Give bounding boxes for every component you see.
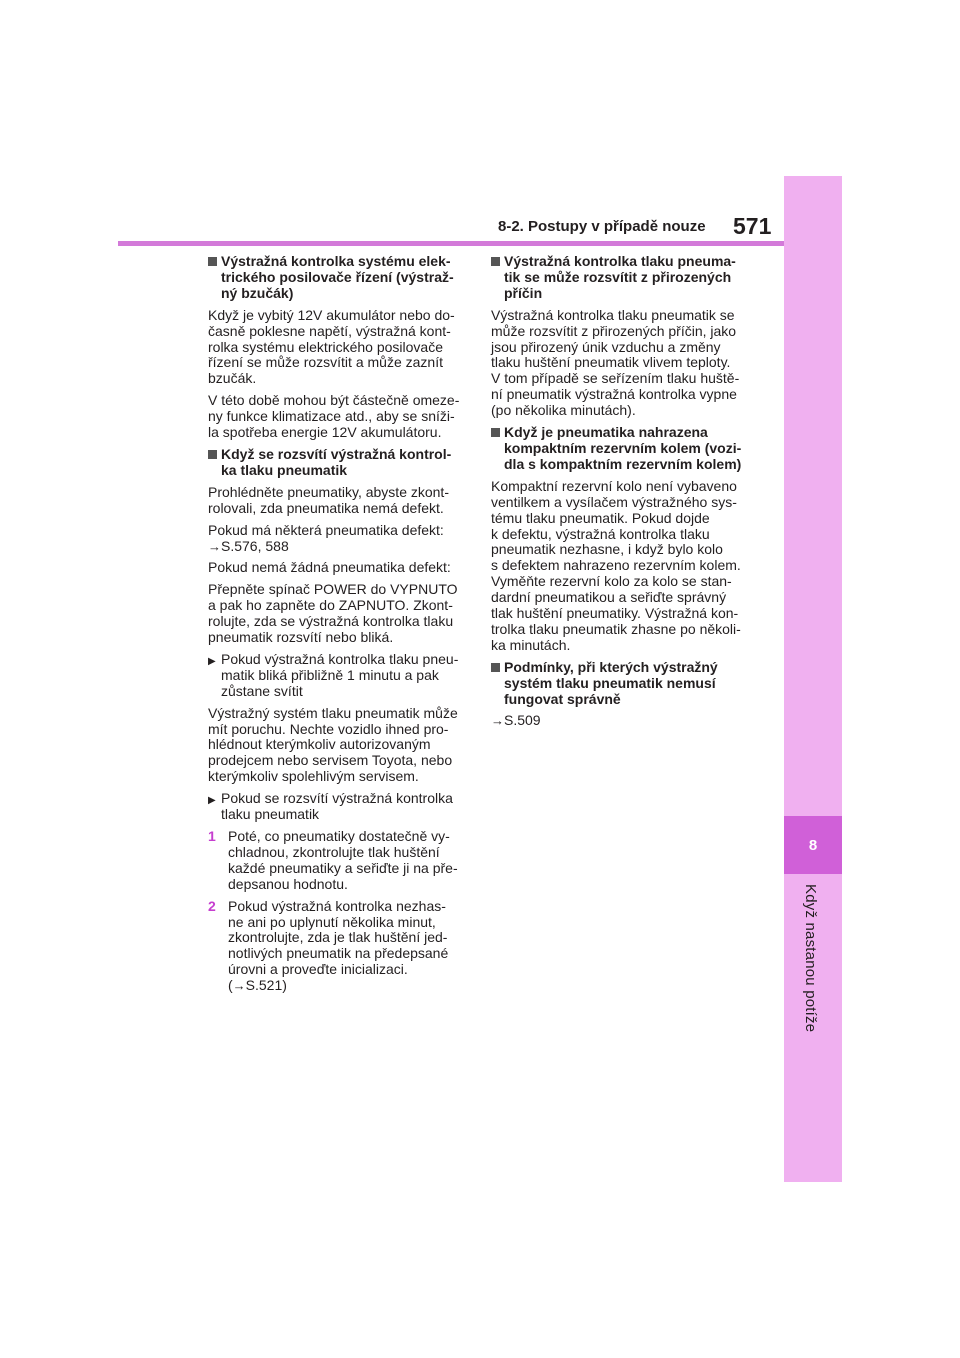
chapter-title: Když nastanou potíže: [802, 884, 819, 1033]
page-reference-link[interactable]: S.509: [504, 712, 541, 729]
chapter-number-box: 8: [784, 816, 842, 874]
paragraph-with-ref: [208, 523, 470, 555]
arrow-right-icon: →: [232, 978, 246, 994]
sub-condition-text: Pokud výstražná kontrolka tlaku pneu- matik bliká přibližně 1 minutu a pak zůstane svítit: [221, 650, 459, 699]
paragraph: V této době mohou být částečně omeze- ny funkce klimatizace atd., aby se sníži- la spotřeba energie 12V akumulátoru.: [208, 392, 460, 441]
step-number: 2: [208, 897, 216, 914]
step-number: 1: [208, 828, 216, 844]
header-rule: [118, 241, 784, 246]
step-item: [208, 899, 470, 994]
sub-condition: [208, 652, 470, 700]
left-column: [208, 254, 470, 1000]
right-column: [491, 254, 753, 735]
square-bullet-icon: [208, 447, 221, 479]
heading-natural-causes: [491, 254, 753, 302]
paragraph: Když je vybitý 12V akumulátor nebo do- časně poklesne napětí, výstražná kont- rolka systému elektrického posilovače řízení se může rozsvítit a může zaznít bzučák.: [208, 306, 455, 387]
step-item: [208, 829, 470, 893]
paragraph: Výstražný systém tlaku pneumatik může mít poruchu. Nechte vozidlo ihned pro- hlédnout kterýmkoliv autorizovaným prodejcem nebo servisem Toyota, nebo kterýmkoliv spolehlivým servisem.: [208, 704, 458, 785]
arrow-right-icon: →: [208, 538, 221, 554]
step-content: Pokud výstražná kontrolka nezhas- ne ani po uplynutí několika minut, zkontrolujte, zda je tlak huštění jed- notlivých pneumatik na předepsané úrovni a proveďte inicializaci. (→S.521): [228, 897, 449, 994]
heading-text: Když je pneumatika nahrazena kompaktním rezervním kolem (vozi- dla s kompaktním rezervním kolem): [504, 424, 742, 472]
heading-text: Podmínky, při kterých výstražný systém tlaku pneumatik nemusí fungovat správně: [504, 658, 718, 707]
page-number: 571: [733, 213, 772, 239]
heading-text: Výstražná kontrolka tlaku pneuma- tik se může rozsvítit z přirozených příčin: [504, 253, 736, 301]
square-bullet-icon: [208, 254, 221, 302]
square-bullet-icon: [491, 660, 504, 708]
header-section-title: 8-2. Postupy v případě nouze: [498, 218, 706, 235]
page-reference-link[interactable]: S.576, 588: [221, 537, 289, 554]
heading-tire-pressure-warning: [208, 447, 470, 479]
paragraph: Výstražná kontrolka tlaku pneumatik se může rozsvítit z přirozených příčin, jako jsou přirozený únik vzduchu a změny tlaku huštění pneumatik vlivem teploty. V tom případě se seřízením tlaku huště- ní pneumatik výstražná kontrolka vypne (po několika minutách).: [491, 306, 740, 419]
square-bullet-icon: [491, 254, 504, 302]
arrow-right-icon: →: [491, 713, 504, 729]
triangle-bullet-icon: ▶: [208, 795, 216, 807]
paragraph: Přepněte spínač POWER do VYPNUTO a pak ho zapněte do ZAPNUTO. Zkont- rolujte, zda se výstražná kontrolka tlaku pneumatik rozsvítí nebo bliká.: [208, 581, 458, 646]
paragraph-text: Pokud má některá pneumatika defekt:: [208, 521, 444, 538]
heading-compact-spare: [491, 425, 753, 473]
paragraph-with-ref: [491, 713, 753, 729]
heading-text: Výstražná kontrolka systému elek- trického posilovače řízení (výstraž- ný bzučák): [221, 253, 454, 301]
step-text: Pokud výstražná kontrolka nezhas- ne ani po uplynutí několika minut, zkontrolujte, zda je tlak huštění jed- notlivých pneumatik na předepsané úrovni a proveďte inicializaci.: [228, 897, 449, 978]
heading-text: Když se rozsvítí výstražná kontrol- ka tlaku pneumatik: [221, 445, 452, 478]
heading-conditions: [491, 660, 753, 708]
sub-condition-text: Pokud se rozsvítí výstražná kontrolka tlaku pneumatik: [221, 790, 453, 823]
paragraph: Pokud nemá žádná pneumatika defekt:: [208, 559, 451, 576]
heading-eps-warning: [208, 254, 470, 302]
sub-condition: [208, 791, 470, 823]
page-reference-link[interactable]: S.521: [245, 977, 283, 994]
triangle-bullet-icon: ▶: [208, 655, 216, 667]
step-text: Poté, co pneumatiky dostatečně vy- chladnou, zkontrolujte tlak huštění každé pneumatiky a seřiďte ji na pře- depsanou hodnotu.: [228, 828, 458, 892]
square-bullet-icon: [491, 425, 504, 473]
paragraph: Prohlédněte pneumatiky, abyste zkont- rolovali, zda pneumatika nemá defekt.: [208, 483, 449, 516]
paragraph: Kompaktní rezervní kolo není vybaveno ventilkem a vysílačem výstražného sys- tému tlaku pneumatik. Pokud dojde k defektu, výstražná kontrolka tlaku pneumatik nezhasne, i když bylo kolo s defektem nahrazeno rezervním kolem. Vyměňte rezervní kolo za kolo se stan- dardní pneumatikou a seřiďte správný tlak huštění pneumatiky. Výstražná kon- trolka tlaku pneumatik zhasne po několi- ka minutách.: [491, 477, 741, 653]
